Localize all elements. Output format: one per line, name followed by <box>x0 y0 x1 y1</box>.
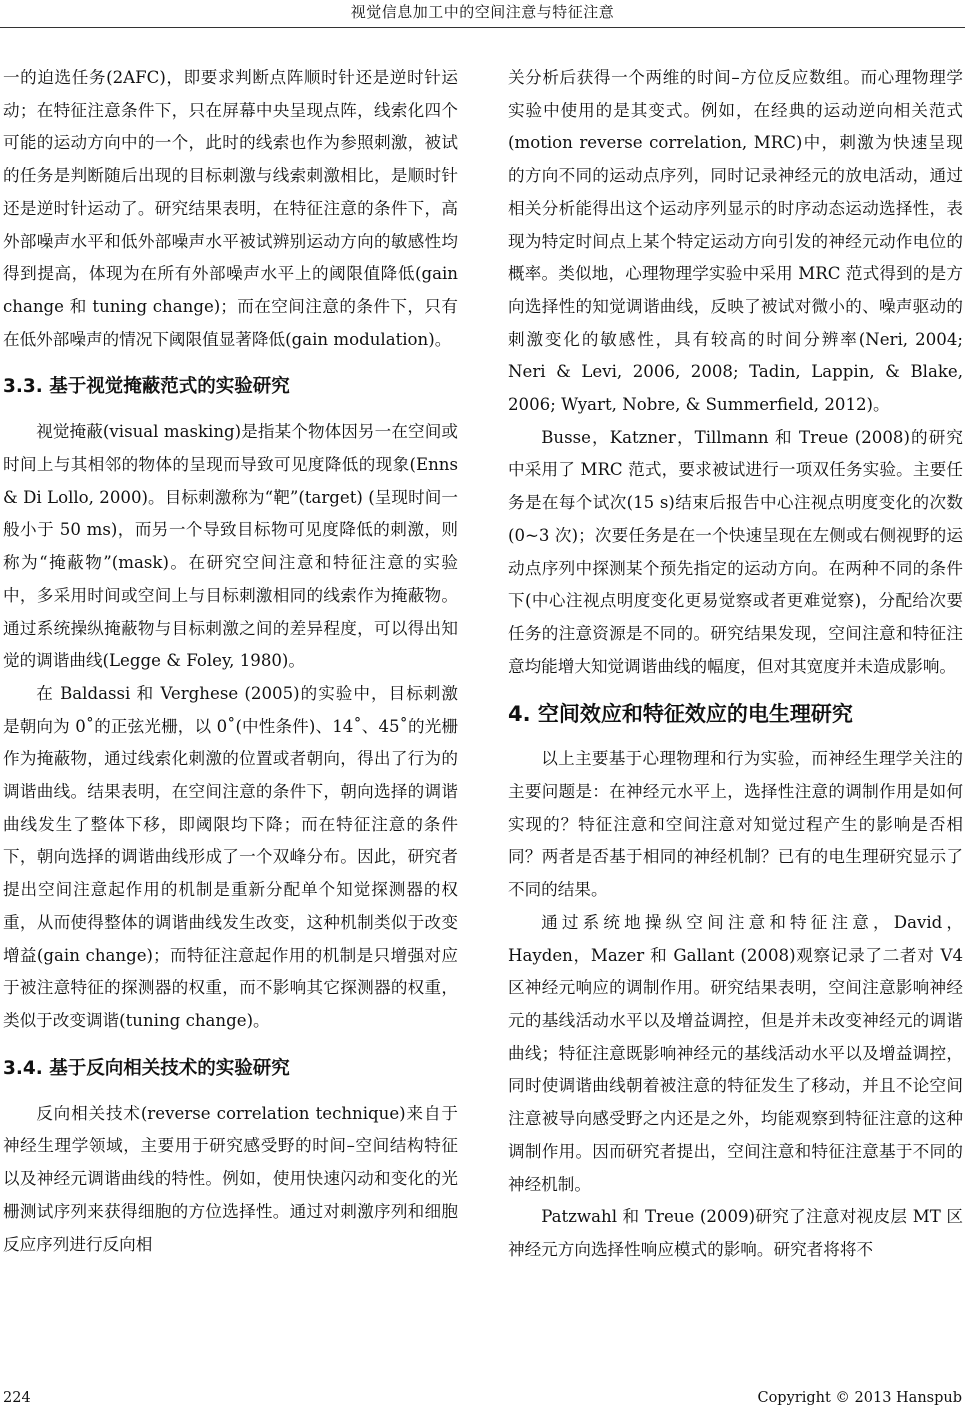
paragraph-visual-masking: 视觉掩蔽(visual masking)是指某个物体因另一在空间或时间上与其相邻的物体的呈现而导致可见度降低的现象(Enns & Di Lollo, 2000)。目标刺激称为“靶”(target) (呈现时间一般小于 50 ms)，而另一个导致目标物可见度降低的刺激，则称为“掩蔽物”(mask)。在研究空间注意和特征注意的实验中，多采用时间或空间上与目标刺激相同的线索作为掩蔽物。通过系统操纵掩蔽物与目标刺激之间的差异程度，可以得出知觉的调谐曲线(Legge & Foley, 1980)。 <box>3 422 458 671</box>
running-header: 视觉信息加工中的空间注意与特征注意 <box>350 3 615 21</box>
paragraph-reverse-correlation: 反向相关技术(reverse correlation technique)来自于神经生理学领域，主要用于研究感受野的时间–空间结构特征以及神经元调谐曲线的特性。例如，使用快速闪动和变化的光栅测试序列来获得细胞的方位选择性。通过对刺激序列和细胞反应序列进行反向相 <box>3 1103 458 1254</box>
paragraph-david: 通过系统地操纵空间注意和特征注意，David，Hayden，Mazer 和 Gallant (2008)观察记录了二者对 V4 区神经元响应的调制作用。研究结果表明，空间注意影响神经元的基线活动水平以及增益调控，但是并未改变神经元的调谐曲线；特征注意既影响神经元的基线活动水平以及增益调控，同时使调谐曲线朝着被注意的特征发生了移动，并且不论空间注意被导向感受野之内还是之外，均能观察到特征注意的这种调制作用。因而研究者提出，空间注意和特征注意基于不同的神经机制。 <box>508 912 963 1194</box>
right-column <box>508 62 963 1267</box>
page-footer <box>0 1388 965 1412</box>
paragraph-mrc-continued: 关分析后获得一个两维的时间–方位反应数组。而心理物理学实验中使用的是其变式。例如，在经典的运动逆向相关范式(motion reverse correlation, MRC)中，刺激为快速呈现的方向不同的运动点序列，同时记录神经元的放电活动，通过相关分析能得出这个运动序列显示的时序动态运动选择性，表现为特定时间点上某个特定运动方向引发的神经元动作电位的概率。类似地，心理物理学实验中采用 MRC 范式得到的是方向选择性的知觉调谐曲线，反映了被试对微小的、噪声驱动的刺激变化的敏感性，具有较高的时间分辨率(Neri, 2004; Neri & Levi, 2006, 2008; Tadin, Lappin, & Blake, 2006; Wyart, Nobre, & Summerfield, 2012)。 <box>508 68 963 415</box>
header-rule <box>0 27 965 28</box>
copyright-notice: Copyright © 2013 Hanspub <box>757 1390 962 1406</box>
section-heading-4: 4. 空间效应和特征效应的电生理研究 <box>508 702 853 727</box>
section-heading-3-4: 3.4. 基于反向相关技术的实验研究 <box>3 1057 290 1079</box>
left-column <box>3 62 458 1261</box>
paragraph-2afc-continued: 一的迫选任务(2AFC)，即要求判断点阵顺时针还是逆时针运动；在特征注意条件下，只在屏幕中央呈现点阵，线索化四个可能的运动方向中的一个，此时的线索也作为参照刺激，被试的任务是判断随后出现的目标刺激与线索刺激相比，是顺时针还是逆时针运动了。研究结果表明，在特征注意的条件下，高外部噪声水平和低外部噪声水平被试辨别运动方向的敏感性均得到提高，体现为在所有外部噪声水平上的阈限值降低(gain change 和 tuning change)；而在空间注意的条件下，只有在低外部噪声的情况下阈限值显著降低(gain modulation)。 <box>3 68 458 349</box>
paragraph-electrophysiology-intro: 以上主要基于心理物理和行为实验，而神经生理学关注的主要问题是：在神经元水平上，选择性注意的调制作用是如何实现的？特征注意和空间注意对知觉过程产生的影响是否相同？两者是否基于相同的神经机制？已有的电生理研究显示了不同的结果。 <box>508 749 963 900</box>
section-heading-3-3: 3.3. 基于视觉掩蔽范式的实验研究 <box>3 376 290 398</box>
paragraph-patzwahl: Patzwahl 和 Treue (2009)研究了注意对视皮层 MT 区神经元方向选择性响应模式的影响。研究者将将不 <box>508 1207 963 1259</box>
paragraph-baldassi: 在 Baldassi 和 Verghese (2005)的实验中，目标刺激是朝向为 0˚的正弦光栅，以 0˚(中性条件)、14˚、45˚的光栅作为掩蔽物，通过线索化刺激的位置或者朝向，得出了行为的调谐曲线。结果表明，在空间注意的条件下，朝向选择的调谐曲线发生了整体下移，即阈限均下降；而在特征注意的条件下，朝向选择的调谐曲线形成了一个双峰分布。因此，研究者提出空间注意起作用的机制是重新分配单个知觉探测器的权重，从而使得整体的调谐曲线发生改变，这种机制类似于改变增益(gain change)；而特征注意起作用的机制是只增强对应于被注意特征的探测器的权重，而不影响其它探测器的权重，类似于改变调谐(tuning change)。 <box>3 683 458 1030</box>
paragraph-busse: Busse，Katzner，Tillmann 和 Treue (2008)的研究中采用了 MRC 范式，要求被试进行一项双任务实验。主要任务是在每个试次(15 s)结束后报告中心注视点明度变化的次数(0~3 次)；次要任务是在一个快速呈现在左侧或右侧视野的运动点序列中探测某个预先指定的运动方向。在两种不同的条件下(中心注视点明度变化更易觉察或者更难觉察)，分配给次要任务的注意资源是不同的。研究结果发现，空间注意和特征注意均能增大知觉调谐曲线的幅度，但对其宽度并未造成影响。 <box>508 427 963 676</box>
page-number: 224 <box>3 1390 31 1406</box>
